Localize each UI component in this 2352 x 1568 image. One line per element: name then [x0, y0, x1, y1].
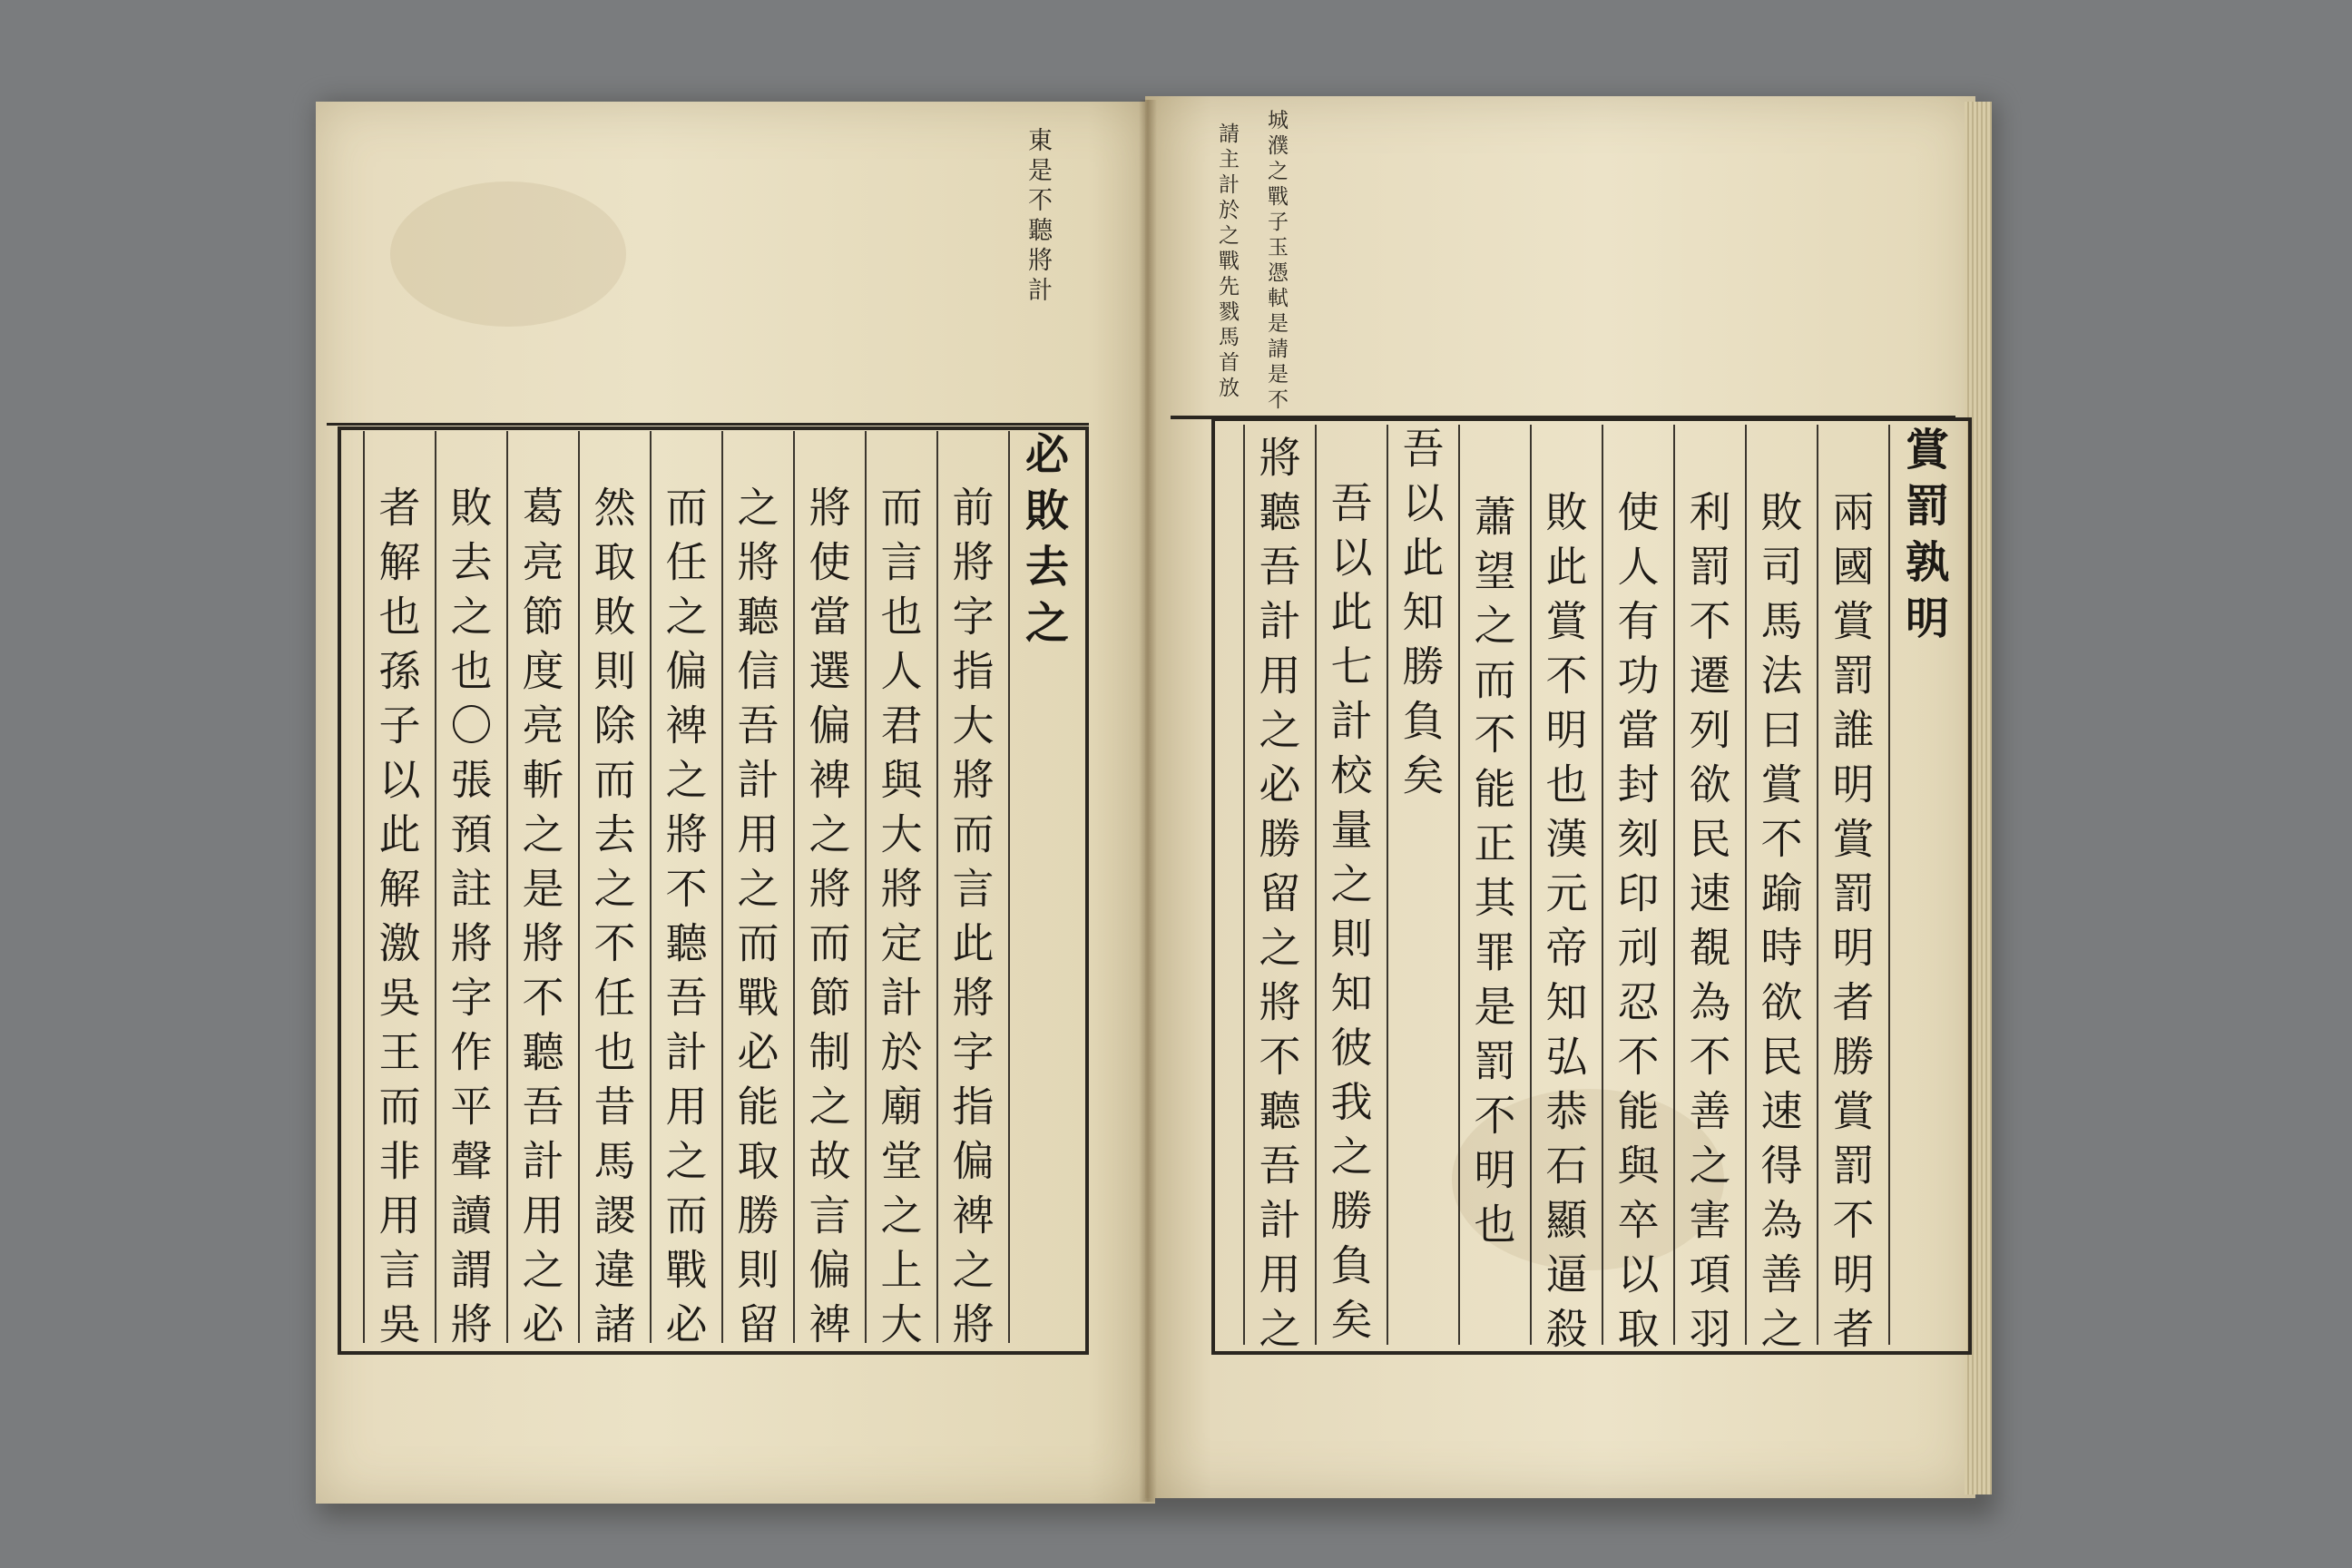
right-column-rule	[1817, 425, 1818, 1345]
right-column-6: 敗此賞不明也漢元帝知弘恭石顯逼殺	[1539, 490, 1589, 1361]
right-column-rule	[1530, 425, 1532, 1345]
left-column-rule	[1008, 431, 1010, 1343]
left-column-4: 將使當選偏裨之將而節制之故言偏裨	[802, 485, 852, 1357]
right-column-rule	[1243, 425, 1245, 1345]
left-column-rule	[793, 431, 795, 1343]
right-column-rule	[1602, 425, 1603, 1345]
right-column-rule	[1745, 425, 1747, 1345]
left-column-rule	[936, 431, 938, 1343]
left-column-8: 葛亮節度亮斬之是將不聽吾計用之必	[515, 485, 565, 1357]
left-column-rule	[363, 431, 365, 1343]
left-column-3: 而言也人君與大將定計於廟堂之上大	[874, 485, 924, 1357]
left-column-2: 前將字指大將而言此將字指偏裨之將	[946, 485, 995, 1357]
left-column-rule	[865, 431, 867, 1343]
book-gutter	[1139, 100, 1157, 1502]
left-column-rule	[435, 431, 436, 1343]
right-column-4: 利罰不遷列欲民速覩為不善之害項羽	[1682, 490, 1732, 1361]
left-column-6: 而任之偏裨之將不聽吾計用之而戰必	[659, 485, 709, 1357]
left-column-5: 之將聽信吾計用之而戰必能取勝則留	[730, 485, 780, 1357]
margin-note-right-1: 城濮之戰子玉憑軾是請是不	[1264, 109, 1288, 414]
left-column-7: 然取敗則除而去之不任也昔馬謖違諸	[587, 485, 637, 1357]
left-column-rule	[721, 431, 723, 1343]
right-column-rule	[1888, 425, 1890, 1345]
left-column-10: 者解也孫子以此解激吳王而非用言吳	[372, 485, 422, 1357]
left-column-9: 敗去之也〇張預註將字作平聲讀謂將	[444, 485, 494, 1357]
left-column-rule	[650, 431, 652, 1343]
left-top-rule	[327, 423, 1089, 426]
right-column-10: 將聽吾計用之必勝留之將不聽吾計用之	[1252, 436, 1302, 1361]
right-column-7: 蕭望之而不能正其罪是罰不明也	[1467, 495, 1517, 1257]
right-column-8: 吾以此知勝負矣	[1396, 426, 1446, 808]
right-column-2: 兩國賞罰誰明賞罰明者勝賞罰不明者	[1826, 490, 1876, 1361]
margin-note-right-2: 請主計於之戰先戮馬首放	[1215, 122, 1239, 402]
left-column-rule	[506, 431, 508, 1343]
margin-note-left: 東是不聽將計	[1024, 127, 1052, 307]
right-column-rule	[1673, 425, 1675, 1345]
right-column-5: 使人有功當封刻印刓忍不能與卒以取	[1611, 490, 1661, 1361]
right-column-rule	[1458, 425, 1460, 1345]
right-column-rule	[1387, 425, 1388, 1345]
paper-stain	[390, 181, 626, 327]
left-column-rule	[578, 431, 580, 1343]
right-column-1: 賞罰孰明	[1897, 426, 1949, 652]
right-column-9: 吾以此七計校量之則知彼我之勝負矣	[1324, 481, 1374, 1352]
left-column-1: 必敗去之	[1017, 431, 1069, 656]
right-column-rule	[1315, 425, 1317, 1345]
right-column-3: 敗司馬法曰賞不踰時欲民速得為善之	[1754, 490, 1804, 1361]
